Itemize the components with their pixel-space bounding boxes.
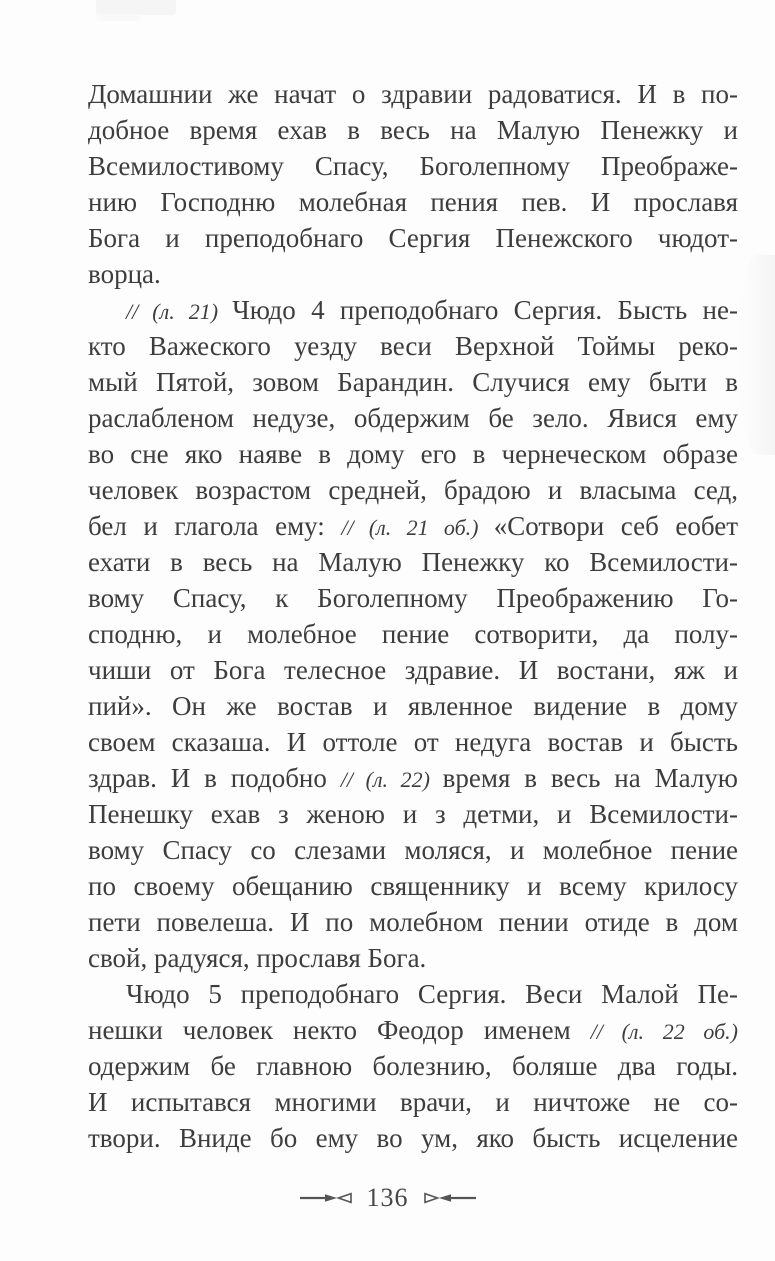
scan-artifact-top-left: [96, 0, 176, 15]
text-line: [88, 760, 738, 796]
text-line: [88, 220, 738, 256]
text-line: [88, 544, 738, 580]
text-line: [88, 976, 738, 1012]
body-text: здрав. И в подобно: [88, 763, 341, 793]
text-line: [88, 256, 738, 292]
body-text: добное время ехав в весь на Малую Пенежку и: [88, 115, 738, 145]
text-line: [88, 184, 738, 220]
body-text: Домашнии же начат о здравии радоватися. И в по-: [88, 79, 738, 109]
text-line: [88, 940, 738, 976]
text-line: [88, 580, 738, 616]
folio-marker: // (л. 22): [340, 767, 443, 792]
body-text: свой, радуяся, прославя Бога.: [88, 943, 427, 973]
body-text: Бога и преподобнаго Сергия Пенежского чюдот-: [88, 223, 738, 253]
body-text: «Сотвори себ еобет: [493, 511, 738, 541]
body-text: нию Господню молебная пения пев. И прославя: [88, 187, 738, 217]
text-line: [88, 652, 738, 688]
body-text: во сне яко наяве в дому его в чернеческом образе: [88, 439, 738, 469]
body-text: пий». Он же востав и явленное видение в дому: [88, 691, 738, 721]
scan-shadow-right-edge: [741, 255, 775, 455]
body-text: вому Спасу, к Боголепному Преображению Го-: [88, 583, 738, 613]
text-line: [88, 400, 738, 436]
text-line: [88, 328, 738, 364]
footer-left-ornament-icon: [300, 1191, 356, 1205]
text-line: [88, 292, 738, 328]
body-text: И испытався многими врачи, и ничтоже не со-: [88, 1087, 738, 1117]
body-text: одержим бе главною болезнию, боляше два годы.: [88, 1051, 738, 1081]
body-text: пети повелеша. И по молебном пении отиде в дом: [88, 907, 738, 937]
body-text: твори. Вниде бо ему во ум, яко бысть исцеление: [88, 1123, 738, 1153]
text-line: [88, 472, 738, 508]
text-line: [88, 76, 738, 112]
body-text: Чюдо 4 преподобнаго Сергия. Бысть не-: [232, 295, 738, 325]
body-text: кто Важеского уезду веси Верхной Тоймы реко-: [88, 331, 738, 361]
text-line: [88, 436, 738, 472]
body-text: Чюдо 5 преподобнаго Сергия. Веси Малой Пе-: [126, 979, 738, 1009]
text-line: [88, 112, 738, 148]
text-line: [88, 688, 738, 724]
body-text: сподню, и молебное пение сотворити, да полу-: [88, 619, 738, 649]
text-line: [88, 868, 738, 904]
page-number: 136: [366, 1183, 409, 1212]
body-text: Всемилостивому Спасу, Боголепному Преображе-: [88, 151, 738, 181]
body-text: ворца.: [88, 259, 161, 289]
text-line: [88, 148, 738, 184]
folio-marker: // (л. 21): [126, 299, 233, 324]
text-line: [88, 1048, 738, 1084]
page-text: [88, 76, 738, 1156]
footer-right-ornament-icon: [420, 1191, 476, 1205]
body-text: нешки человек некто Феодор именем: [88, 1015, 591, 1045]
body-text: мый Пятой, зовом Барандин. Случися ему быти в: [88, 367, 738, 397]
text-line: [88, 904, 738, 940]
text-line: [88, 796, 738, 832]
body-text: чиши от Бога телесное здравие. И востани, яж и: [88, 655, 738, 685]
text-line: [88, 1120, 738, 1156]
text-line: [88, 1012, 738, 1048]
body-text: Пенешку ехав з женою и з детми, и Всемилости-: [88, 799, 738, 829]
folio-marker: // (л. 22 об.): [590, 1019, 738, 1044]
body-text: время в весь на Малую: [442, 763, 738, 793]
text-line: [88, 832, 738, 868]
text-line: [88, 1084, 738, 1120]
body-text: бел и глагола ему:: [88, 511, 342, 541]
text-line: [88, 508, 738, 544]
body-text: ехати в весь на Малую Пенежку ко Всемилости-: [88, 547, 738, 577]
page-footer: [0, 1180, 775, 1216]
text-line: [88, 724, 738, 760]
body-text: раслабленом недузе, обдержим бе зело. Явися ему: [88, 403, 738, 433]
text-line: [88, 616, 738, 652]
body-text: человек возрастом средней, брадою и власыма сед,: [88, 475, 738, 505]
body-text: вому Спасу со слезами моляся, и молебное пение: [88, 835, 738, 865]
text-line: [88, 364, 738, 400]
body-text: своем сказаша. И оттоле от недуга востав и бысть: [88, 727, 738, 757]
body-text: по своему обещанию священнику и всему крилосу: [88, 871, 738, 901]
folio-marker: // (л. 21 об.): [341, 515, 494, 540]
